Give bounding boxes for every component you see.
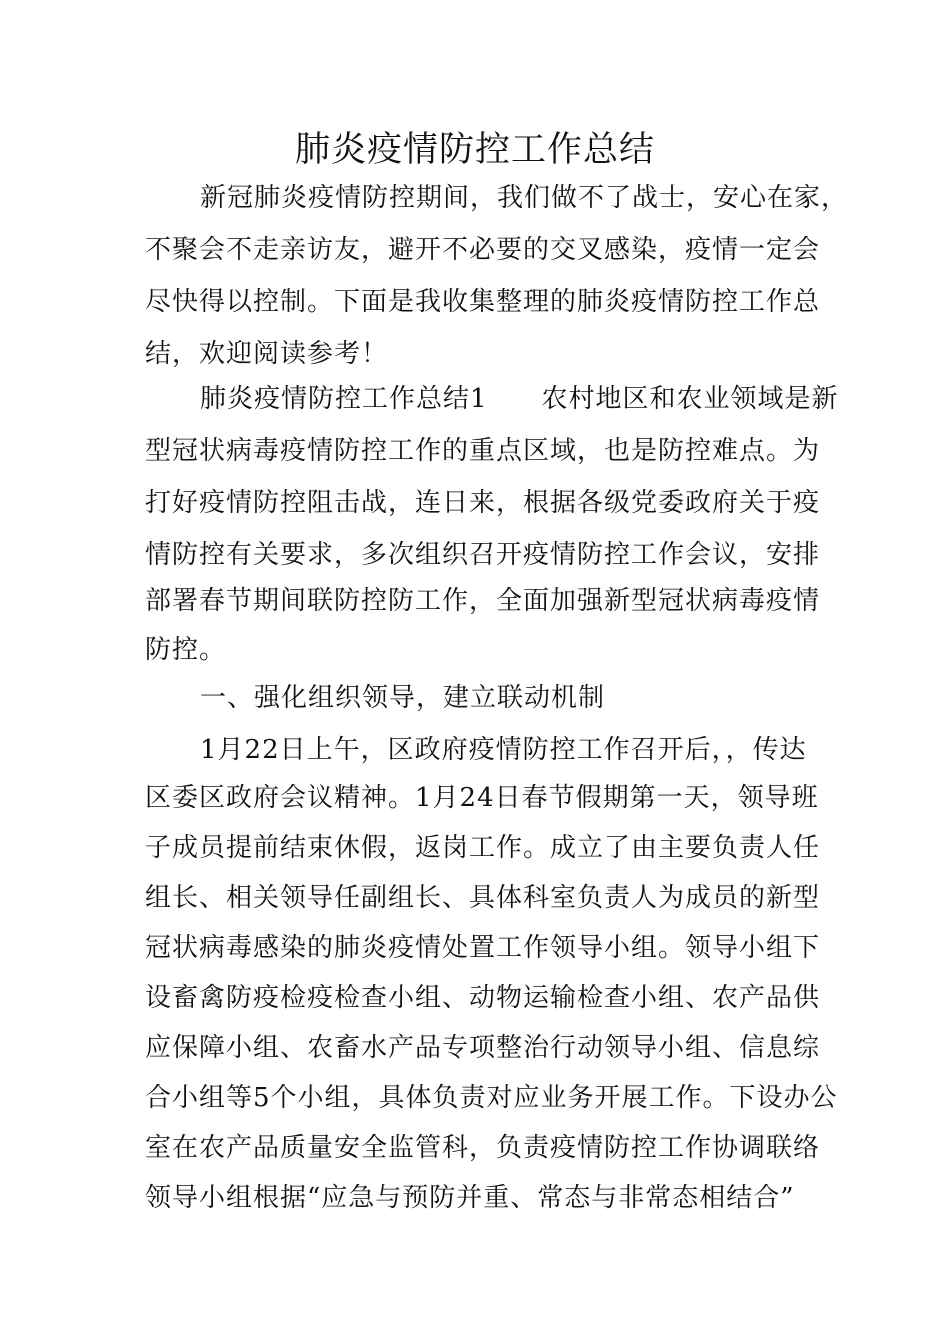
body-line: 部署春节期间联防控防工作，全面加强新型冠状病毒疫情 <box>145 586 821 616</box>
document-title: 肺炎疫情防控工作总结 <box>294 130 655 170</box>
body-line: 肺炎疫情防控工作总结1 农村地区和农业领域是新 <box>200 384 839 414</box>
body-line: 组长、相关领导任副组长、具体科室负责人为成员的新型 <box>145 883 821 913</box>
body-line: 不聚会不走亲访友，避开不必要的交叉感染，疫情一定会 <box>145 235 821 265</box>
body-line: 冠状病毒感染的肺炎疫情处置工作领导小组。领导小组下 <box>145 933 821 963</box>
body-line: 应保障小组、农畜水产品专项整治行动领导小组、信息综 <box>145 1033 821 1063</box>
body-line: 结，欢迎阅读参考！ <box>145 339 389 369</box>
body-line: 区委区政府会议精神。1月24日春节假期第一天，领导班 <box>145 783 819 813</box>
body-line: 1月22日上午，区政府疫情防控工作召开后，，传达 <box>200 735 807 765</box>
body-line: 领导小组根据“应急与预防并重、常态与非常态相结合” <box>145 1183 795 1213</box>
body-line: 情防控有关要求，多次组织召开疫情防控工作会议，安排 <box>145 540 821 570</box>
body-line: 打好疫情防控阻击战，连日来，根据各级党委政府关于疫 <box>145 488 821 518</box>
body-line: 型冠状病毒疫情防控工作的重点区域，也是防控难点。为 <box>145 436 821 466</box>
body-line: 防控。 <box>145 635 227 665</box>
body-line: 室在农产品质量安全监管科，负责疫情防控工作协调联络 <box>145 1133 821 1163</box>
section-heading: 一、强化组织领导，建立联动机制 <box>200 683 606 713</box>
body-line: 尽快得以控制。下面是我收集整理的肺炎疫情防控工作总 <box>145 287 821 317</box>
body-line: 子成员提前结束休假，返岗工作。成立了由主要负责人任 <box>145 833 821 863</box>
body-line: 新冠肺炎疫情防控期间，我们做不了战士，安心在家， <box>200 183 849 213</box>
body-line: 合小组等5个小组，具体负责对应业务开展工作。下设办公 <box>145 1083 838 1113</box>
body-line: 设畜禽防疫检疫检查小组、动物运输检查小组、农产品供 <box>145 983 821 1013</box>
